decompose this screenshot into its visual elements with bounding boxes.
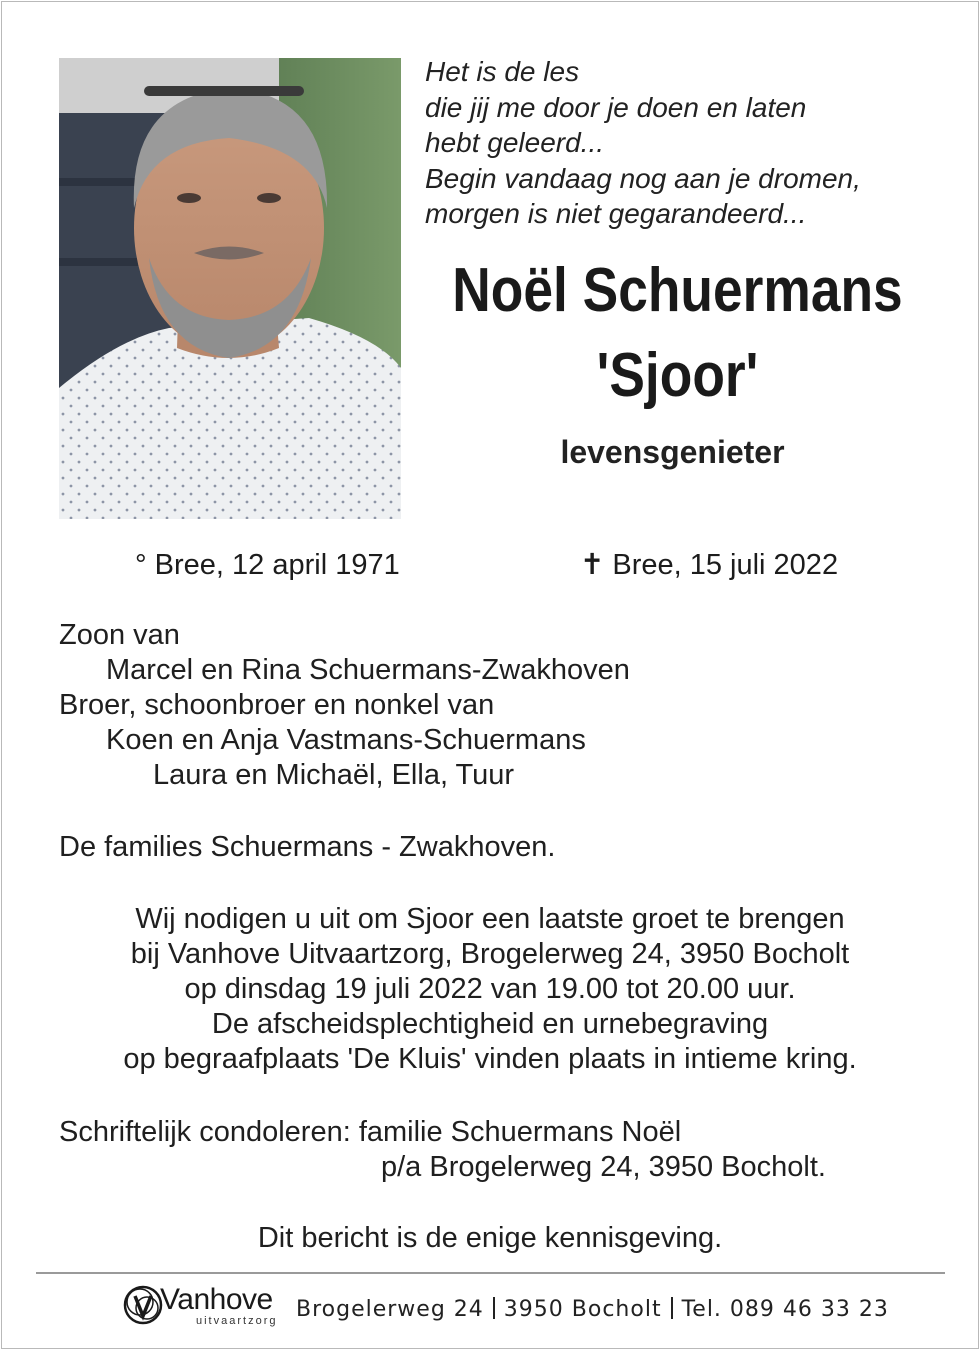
condolences-line-2: p/a Brogelerweg 24, 3950 Bocholt. [381, 1151, 826, 1183]
vanhove-logo [120, 1282, 290, 1336]
invitation-text [40, 902, 940, 1077]
condolences-line-1: Schriftelijk condoleren: familie Schuermans Noël [59, 1116, 682, 1148]
invitation-line: op begraafplaats 'De Kluis' vinden plaats in intieme kring. [123, 1043, 857, 1075]
invitation-line: bij Vanhove Uitvaartzorg, Brogelerweg 24, 3950 Bocholt [130, 938, 850, 970]
sibling-names: Koen en Anja Vastmans-Schuermans [106, 724, 586, 756]
invitation-line: De afscheidsplechtigheid en urnebegraving [211, 1008, 769, 1040]
separator [671, 1297, 673, 1319]
poem-line: Begin vandaag nog aan je dromen, [425, 162, 861, 194]
notice-line: Dit bericht is de enige kennisgeving. [257, 1222, 723, 1254]
logo-subtitle: uitvaartzorg [196, 1315, 278, 1327]
deceased-nickname: 'Sjoor' [596, 341, 759, 410]
nieces-names: Laura en Michaël, Ella, Tuur [153, 759, 515, 791]
families-line: De families Schuermans - Zwakhoven. [59, 831, 556, 863]
portrait-photo [59, 58, 401, 519]
sibling-label: Broer, schoonbroer en nonkel van [59, 689, 495, 721]
poem-line: die jij me door je doen en laten [425, 91, 807, 123]
poem-line: morgen is niet gegarandeerd... [425, 198, 807, 229]
footer-phone: Tel. 089 46 33 23 [681, 1297, 889, 1322]
poem-line: hebt geleerd... [425, 127, 605, 158]
notice-text [40, 1221, 940, 1256]
birth-date: ° Bree, 12 april 1971 [135, 549, 400, 581]
invitation-line: Wij nodigen u uit om Sjoor een laatste groet te brengen [135, 903, 845, 935]
logo-name: Vanhove [160, 1283, 273, 1316]
footer-address: Brogelerweg 24 [296, 1297, 484, 1322]
memorial-poem [425, 54, 945, 232]
son-of-label: Zoon van [59, 619, 180, 651]
invitation-line: op dinsdag 19 juli 2022 van 19.00 tot 20.00 uur. [184, 973, 796, 1005]
footer-city: 3950 Bocholt [503, 1297, 662, 1322]
parents-names: Marcel en Rina Schuermans-Zwakhoven [106, 654, 630, 686]
deceased-name: Noël Schuermans [452, 256, 903, 325]
death-date: ✝ Bree, 15 juli 2022 [580, 549, 839, 581]
separator [493, 1297, 495, 1319]
deceased-descriptor: levensgenieter [560, 434, 785, 470]
footer-contact [296, 1297, 889, 1322]
footer-divider [36, 1272, 945, 1274]
poem-line: Het is de les [425, 56, 580, 87]
